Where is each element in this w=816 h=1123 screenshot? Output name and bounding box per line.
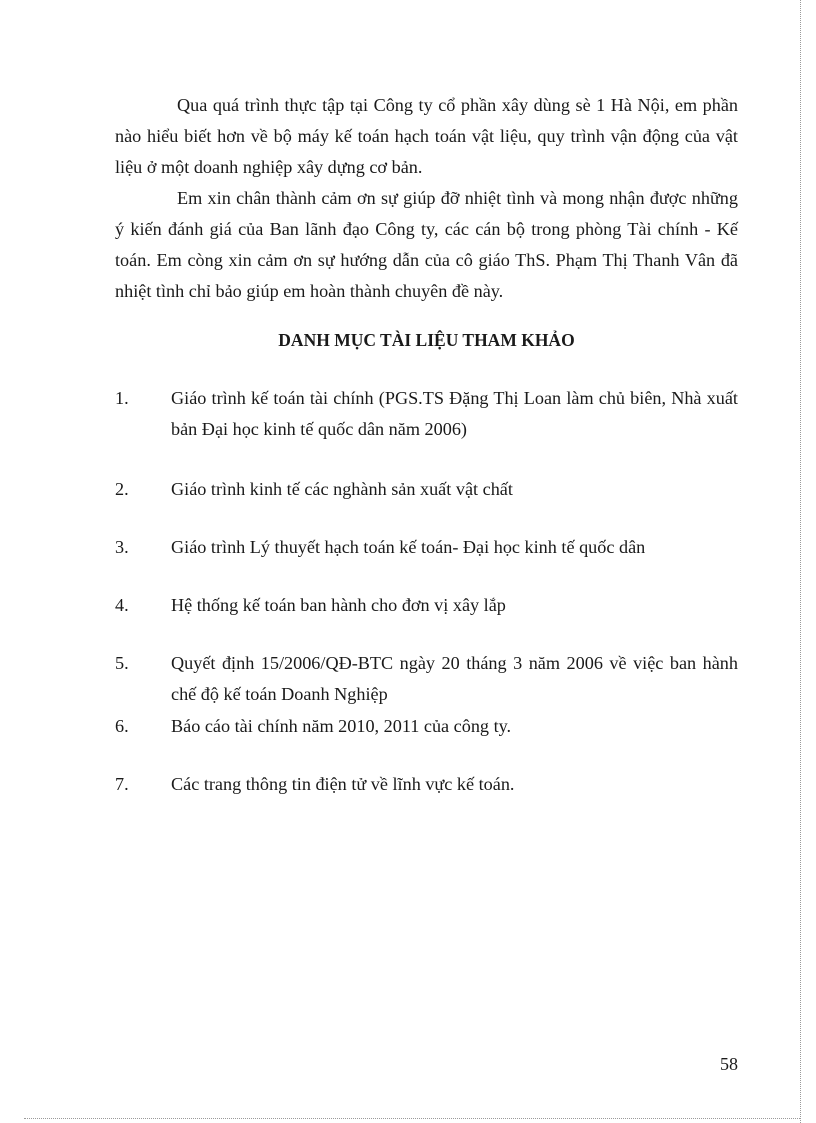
references-heading: DANH MỤC TÀI LIỆU THAM KHẢO [278, 330, 575, 350]
reference-number: 5. [115, 653, 129, 673]
reference-number: 7. [115, 774, 129, 794]
closing-paragraph-2: Em xin chân thành cảm ơn sự giúp đỡ nhiệt tình và mong nhận được những ý kiến đánh giá của Ban lãnh đạo Công ty, các cán bộ trong phòng Tài chính - Kế toán. Em còng xin cảm ơn sự hướng dẫn của cô giáo ThS. Phạm Thị Thanh Vân đã nhiệt tình chỉ bảo giúp em hoàn thành chuyên đề này. [115, 188, 738, 301]
page-number: 58 [720, 1054, 738, 1074]
reference-number: 3. [115, 537, 129, 557]
reference-number: 4. [115, 595, 129, 615]
reference-text: Báo cáo tài chính năm 2010, 2011 của công ty. [171, 716, 512, 736]
reference-number: 2. [115, 479, 129, 499]
reference-number: 6. [115, 716, 129, 736]
reference-number: 1. [115, 388, 129, 408]
reference-text: Giáo trình kinh tế các nghành sản xuất vật chất [171, 479, 513, 499]
reference-text: Các trang thông tin điện tử về lĩnh vực kế toán. [171, 774, 515, 794]
reference-text: Hệ thống kế toán ban hành cho đơn vị xây lắp [171, 595, 506, 615]
reference-text: Giáo trình Lý thuyết hạch toán kế toán- Đại học kinh tế quốc dân [171, 537, 646, 557]
reference-text: Giáo trình kế toán tài chính (PGS.TS Đặng Thị Loan làm chủ biên, Nhà xuất bản Đại học kinh tế quốc dân năm 2006) [171, 388, 738, 439]
page-border-right [800, 0, 801, 1123]
page-border-bottom [24, 1118, 800, 1119]
reference-text: Quyết định 15/2006/QĐ-BTC ngày 20 tháng 3 năm 2006 về việc ban hành chế độ kế toán Doanh Nghiệp [171, 653, 738, 704]
closing-paragraph-1: Qua quá trình thực tập tại Công ty cổ phần xây dùng sè 1 Hà Nội, em phần nào hiểu biết hơn về bộ máy kế toán hạch toán vật liệu, quy trình vận động của vật liệu ở một doanh nghiệp xây dựng cơ bản. [115, 95, 738, 177]
